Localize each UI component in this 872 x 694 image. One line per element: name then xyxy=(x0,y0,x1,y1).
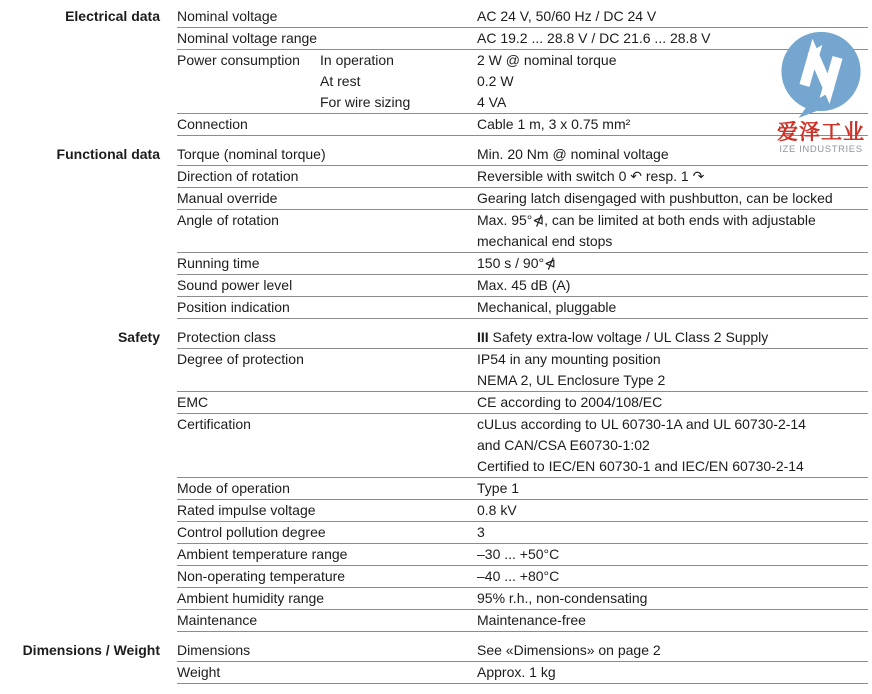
value-line: AC 24 V, 50/60 Hz / DC 24 V xyxy=(477,8,657,24)
property-label: Dimensions xyxy=(177,642,251,658)
value-line: 4 VA xyxy=(477,94,507,110)
value-line: Max. 95°⋪, can be limited at both ends with adjustable xyxy=(477,212,816,228)
property-cell xyxy=(177,253,477,274)
property-cell xyxy=(177,662,477,683)
table-row xyxy=(0,114,872,136)
value-line: CE according to 2004/108/EC xyxy=(477,394,663,410)
value-line: 3 xyxy=(477,524,485,540)
value-line: III Safety extra-low voltage / UL Class 2 Supply xyxy=(477,329,769,345)
property-label: Position indication xyxy=(177,299,290,315)
row-content xyxy=(177,478,868,500)
table-row xyxy=(0,275,872,297)
section-label xyxy=(0,188,160,210)
value-line: 95% r.h., non-condensating xyxy=(477,590,648,606)
property-cell xyxy=(177,6,477,27)
row-content xyxy=(177,188,868,210)
value-line: –40 ... +80°C xyxy=(477,568,560,584)
property-label: Manual override xyxy=(177,190,278,206)
table-row xyxy=(0,144,872,166)
table-row xyxy=(0,6,872,28)
property-cell xyxy=(177,478,477,499)
property-label: Protection class xyxy=(177,329,276,345)
row-content xyxy=(177,253,868,275)
value-line: 2 W @ nominal torque xyxy=(477,52,617,68)
value-line: 0.2 W xyxy=(477,73,514,89)
value-cell xyxy=(477,6,868,27)
table-row xyxy=(0,588,872,610)
value-cell xyxy=(477,392,868,413)
table-row xyxy=(0,566,872,588)
property-cell xyxy=(177,610,477,631)
value-cell xyxy=(477,544,868,565)
sub-property-label: For wire sizing xyxy=(320,94,411,110)
property-cell xyxy=(177,640,477,661)
section-label xyxy=(0,275,160,297)
property-label: Degree of protection xyxy=(177,351,304,367)
section-label: Dimensions / Weight xyxy=(22,642,160,658)
row-content xyxy=(177,588,868,610)
value-cell xyxy=(477,275,868,296)
value-line: Reversible with switch 0 ↶ resp. 1 ↷ xyxy=(477,168,705,184)
value-cell xyxy=(477,414,868,477)
ize-logo-chinese-text: 爱泽工业 xyxy=(777,120,865,144)
property-cell xyxy=(177,522,477,543)
value-bold-prefix: III xyxy=(477,329,489,345)
property-label: Ambient temperature range xyxy=(177,546,348,562)
row-content xyxy=(177,392,868,414)
value-line: Certified to IEC/EN 60730-1 and IEC/EN 60730-2-14 xyxy=(477,458,804,474)
section-label xyxy=(0,478,160,500)
property-cell xyxy=(177,392,477,413)
table-row xyxy=(0,414,872,478)
property-cell xyxy=(177,566,477,587)
value-line: and CAN/CSA E60730-1:02 xyxy=(477,437,650,453)
section-label xyxy=(0,566,160,588)
property-cell xyxy=(177,50,477,113)
value-cell xyxy=(477,566,868,587)
table-row xyxy=(0,297,872,319)
section-label xyxy=(0,500,160,522)
row-content xyxy=(177,210,868,253)
section-label xyxy=(0,210,160,253)
property-cell xyxy=(177,414,477,435)
value-cell xyxy=(477,297,868,318)
row-content xyxy=(177,166,868,188)
property-label: Ambient humidity range xyxy=(177,590,325,606)
table-row xyxy=(0,610,872,632)
row-content xyxy=(177,114,868,136)
value-cell xyxy=(477,166,868,187)
sub-property-labels xyxy=(320,50,410,113)
value-line: mechanical end stops xyxy=(477,233,613,249)
ize-logo-watermark xyxy=(772,30,870,156)
section-label xyxy=(0,522,160,544)
value-cell xyxy=(477,662,868,683)
section-label xyxy=(0,50,160,114)
table-row xyxy=(0,349,872,392)
value-cell xyxy=(477,588,868,609)
section-label xyxy=(0,114,160,136)
property-label: Direction of rotation xyxy=(177,168,299,184)
row-content xyxy=(177,6,868,28)
property-label: Rated impulse voltage xyxy=(177,502,316,518)
row-content xyxy=(177,640,868,662)
value-line: NEMA 2, UL Enclosure Type 2 xyxy=(477,372,666,388)
property-label: Nominal voltage range xyxy=(177,30,318,46)
value-cell xyxy=(477,500,868,521)
property-label: Power consumption xyxy=(177,52,300,68)
property-cell xyxy=(177,144,477,165)
section-label xyxy=(0,253,160,275)
value-line: See «Dimensions» on page 2 xyxy=(477,642,661,658)
table-row xyxy=(0,662,872,684)
table-row xyxy=(0,166,872,188)
value-line: Gearing latch disengaged with pushbutton, can be locked xyxy=(477,190,833,206)
value-line: Approx. 1 kg xyxy=(477,664,556,680)
section-label: Safety xyxy=(117,329,160,345)
table-row xyxy=(0,500,872,522)
value-line: 0.8 kV xyxy=(477,502,517,518)
property-cell xyxy=(177,500,477,521)
section-label xyxy=(0,349,160,392)
section-label xyxy=(0,662,160,684)
property-cell xyxy=(177,297,477,318)
property-label: Connection xyxy=(177,116,248,132)
ize-logo-subtitle: IZE INDUSTRIES xyxy=(779,144,863,155)
property-cell xyxy=(177,166,477,187)
row-content xyxy=(177,28,868,50)
section-label xyxy=(0,28,160,50)
property-cell xyxy=(177,588,477,609)
property-cell xyxy=(177,327,477,348)
property-label: Torque (nominal torque) xyxy=(177,146,326,162)
row-content xyxy=(177,349,868,392)
value-line: IP54 in any mounting position xyxy=(477,351,661,367)
property-cell xyxy=(177,28,477,49)
section-label xyxy=(0,166,160,188)
table-row xyxy=(0,188,872,210)
ize-logo-icon xyxy=(778,30,864,118)
table-row xyxy=(0,392,872,414)
section-label: Electrical data xyxy=(65,8,160,24)
property-cell xyxy=(177,188,477,209)
property-label: Mode of operation xyxy=(177,480,290,496)
table-row xyxy=(0,28,872,50)
value-cell xyxy=(477,188,868,209)
table-row xyxy=(0,640,872,662)
table-row xyxy=(0,210,872,253)
spec-table xyxy=(0,6,872,684)
value-line: Max. 45 dB (A) xyxy=(477,277,571,293)
table-row xyxy=(0,50,872,114)
section-label xyxy=(0,414,160,478)
table-row xyxy=(0,544,872,566)
section-label xyxy=(0,297,160,319)
value-line: 150 s / 90°⋪ xyxy=(477,255,556,271)
row-content xyxy=(177,297,868,319)
property-label: Running time xyxy=(177,255,260,271)
value-line: cULus according to UL 60730-1A and UL 60730-2-14 xyxy=(477,416,806,432)
property-cell xyxy=(177,349,477,370)
value-line: Min. 20 Nm @ nominal voltage xyxy=(477,146,669,162)
row-content xyxy=(177,566,868,588)
property-label: EMC xyxy=(177,394,209,410)
sub-property-label: In operation xyxy=(320,52,394,68)
property-label: Weight xyxy=(177,664,221,680)
value-cell xyxy=(477,522,868,543)
property-label: Nominal voltage xyxy=(177,8,278,24)
table-row xyxy=(0,478,872,500)
property-cell xyxy=(177,114,477,135)
property-cell xyxy=(177,275,477,296)
table-row xyxy=(0,253,872,275)
value-line: AC 19.2 ... 28.8 V / DC 21.6 ... 28.8 V xyxy=(477,30,711,46)
value-cell xyxy=(477,610,868,631)
section-label xyxy=(0,610,160,632)
row-content xyxy=(177,500,868,522)
value-cell xyxy=(477,349,868,391)
value-cell xyxy=(477,210,868,252)
row-content xyxy=(177,610,868,632)
value-line: Cable 1 m, 3 x 0.75 mm² xyxy=(477,116,631,132)
row-content xyxy=(177,50,868,114)
row-content xyxy=(177,275,868,297)
property-label: Maintenance xyxy=(177,612,258,628)
value-cell xyxy=(477,478,868,499)
value-cell xyxy=(477,327,868,348)
section-label xyxy=(0,588,160,610)
row-content xyxy=(177,327,868,349)
row-content xyxy=(177,522,868,544)
row-content xyxy=(177,414,868,478)
property-label: Certification xyxy=(177,416,251,432)
section-label xyxy=(0,544,160,566)
value-line: –30 ... +50°C xyxy=(477,546,560,562)
value-cell xyxy=(477,253,868,274)
property-label: Sound power level xyxy=(177,277,293,293)
property-cell xyxy=(177,544,477,565)
section-label xyxy=(0,392,160,414)
property-cell xyxy=(177,210,477,231)
table-row xyxy=(0,327,872,349)
section-label: Functional data xyxy=(56,146,160,162)
property-label: Non-operating temperature xyxy=(177,568,346,584)
row-content xyxy=(177,662,868,684)
property-label: Control pollution degree xyxy=(177,524,326,540)
value-line: Type 1 xyxy=(477,480,520,496)
value-cell xyxy=(477,640,868,661)
value-line: Maintenance-free xyxy=(477,612,586,628)
table-row xyxy=(0,522,872,544)
row-content xyxy=(177,144,868,166)
sub-property-label: At rest xyxy=(320,73,361,89)
row-content xyxy=(177,544,868,566)
property-label: Angle of rotation xyxy=(177,212,279,228)
value-line: Mechanical, pluggable xyxy=(477,299,617,315)
